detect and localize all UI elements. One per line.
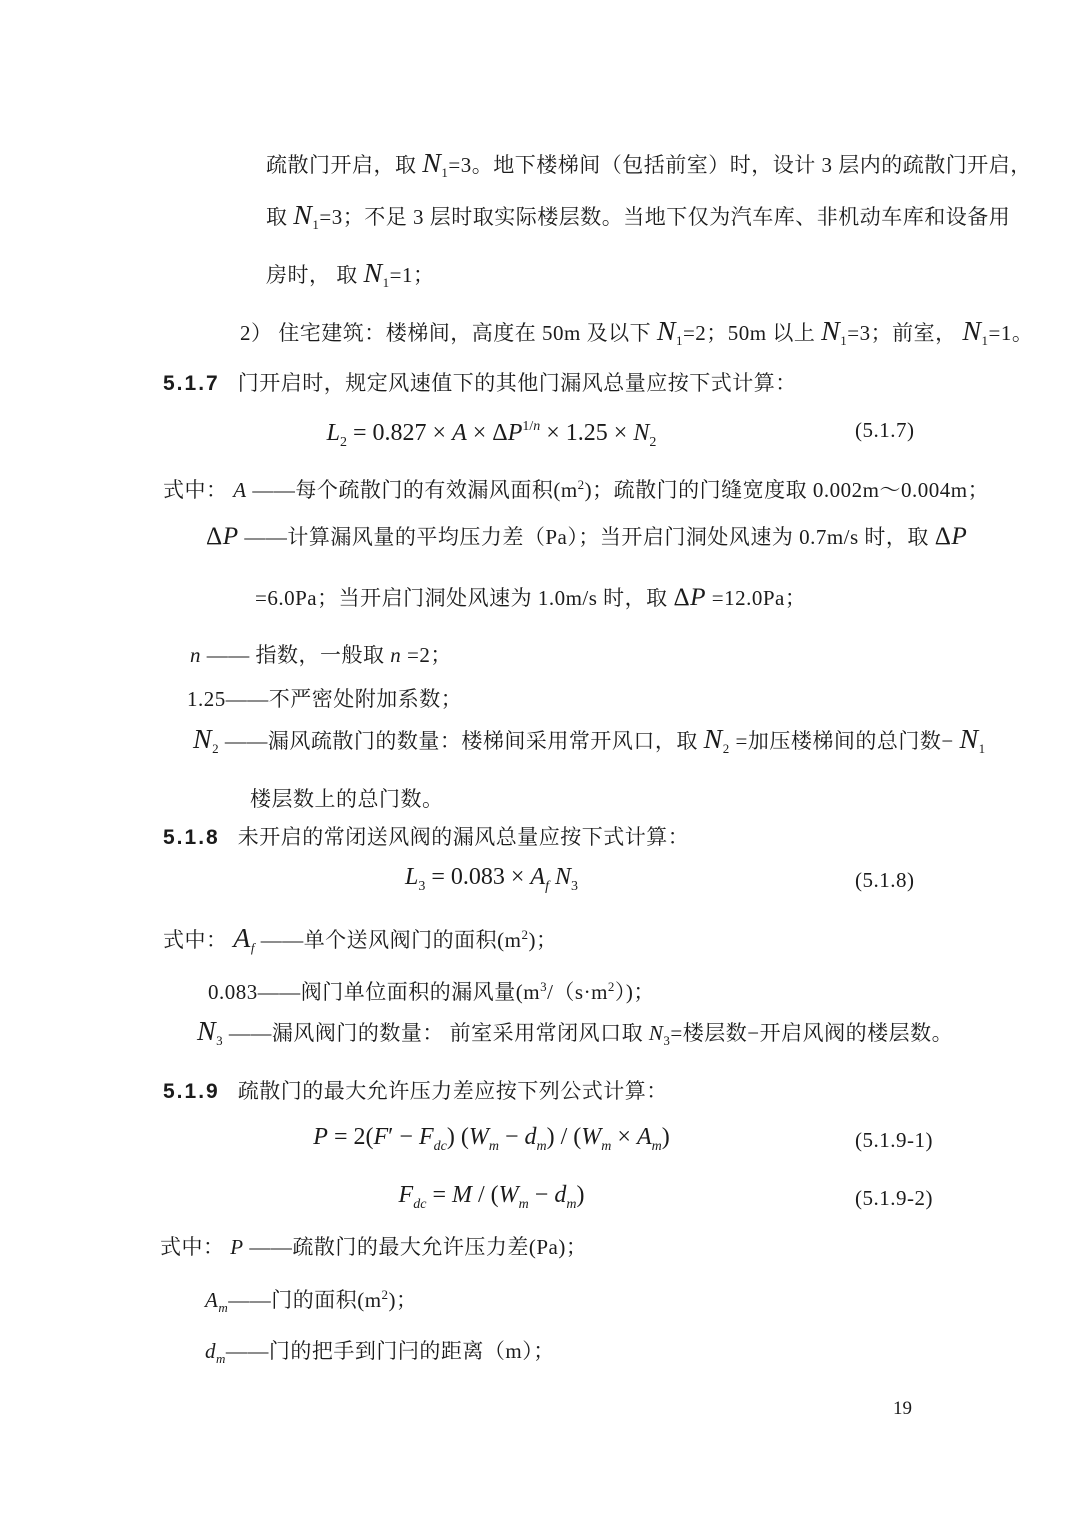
text-segment: n [390,643,402,667]
text-segment: 1.25——不严密处附加系数； [187,687,463,711]
text-segment: ——计算漏风量的平均压力差（Pa）；当开启门洞处风速为 0.7m/s 时，取 [238,525,935,549]
equation-number-5-1-8: (5.1.8) [855,868,915,892]
text-segment: A [205,1288,219,1312]
text-segment: 式中： [160,1235,231,1259]
text-segment: A [530,864,546,890]
text-segment: 疏散门开启，取 [266,153,423,177]
definition-line-1-25 [187,684,462,714]
text-segment: Δ [934,523,952,550]
text-segment: 1 [312,217,320,232]
text-segment: = 2( [327,1124,374,1150]
text-segment: ——单个送风阀门的面积(m [254,928,522,952]
para-5-1-6-continuation-line-3 [266,260,434,298]
text-segment: =1； [389,263,435,287]
para-5-1-6-continuation-line-1 [266,150,1032,188]
text-segment: 1 [978,741,986,756]
text-segment: N [648,1021,664,1045]
text-segment: )； [388,1288,418,1312]
text-segment: 取 [266,205,294,229]
section-title-5-1-8: 未开启的常闭送风阀的漏风总量应按下式计算： [237,825,690,849]
page-number: 19 [893,1398,912,1419]
text-segment: —— 指数，一般取 [201,643,391,667]
text-segment: − [498,1124,525,1150]
text-segment: )；疏散门的门缝宽度取 0.002m～0.004m； [584,478,990,502]
text-segment: 2 [649,435,657,450]
section-heading-5-1-8 [163,822,689,853]
text-segment: 房时， 取 [266,263,364,287]
text-segment: m [218,1300,229,1315]
text-segment: dc [413,1197,427,1212]
section-number-5-1-8: 5.1.8 [163,826,220,849]
text-segment: =2；50m 以上 [682,321,822,345]
text-segment: / ( [471,1182,499,1208]
text-segment: n [190,643,201,667]
definition-line-A [163,470,989,505]
text-segment: F [418,1124,434,1150]
section-title-5-1-7: 门开启时，规定风速值下的其他门漏风总量应按下式计算： [237,371,797,395]
text-segment: P [951,523,968,550]
text-segment: ——每个疏散门的有效漏风面积(m [246,478,578,502]
definition-line-n2-2 [250,784,444,814]
section-title-5-1-9: 疏散门的最大允许压力差应按下列公式计算： [237,1079,668,1103]
section-heading-5-1-7 [163,368,797,399]
text-segment: = [426,1182,452,1208]
formula-5-1-8-expression [404,864,578,894]
definition-line-af [163,920,558,963]
list-item-2-residential [240,318,1033,356]
text-segment: =3；不足 3 层时取实际楼层数。当地下仅为汽车库、非机动车库和设备用 [319,205,1011,229]
text-segment: 1/ [522,419,534,434]
definition-line-p [160,1232,587,1262]
formula-5-1-8 [163,860,915,904]
text-segment: M [451,1182,472,1208]
text-segment: N [959,724,979,755]
text-segment: × 1.25 × [540,420,634,446]
text-segment: 3 [571,879,578,894]
text-segment: ——门的把手到门闩的距离（m）； [225,1339,555,1363]
text-segment: 楼层数上的总门数。 [250,787,444,811]
text-segment: /（s·m [547,980,608,1004]
text-segment: N [197,1016,217,1047]
text-segment: m [488,1139,499,1154]
para-5-1-6-continuation-line-2 [266,202,1010,240]
text-segment: d [524,1124,537,1150]
text-segment: − [528,1182,555,1208]
text-segment: 式中： [163,928,234,952]
text-segment: 1 [382,275,390,290]
text-segment: 3 [540,979,548,994]
text-segment: × Δ [466,420,508,446]
text-segment: F [398,1182,414,1208]
text-segment: 3 [418,879,426,894]
text-segment: = 0.827 × [346,420,453,446]
definition-line-n [190,640,452,670]
text-segment: 2 [577,477,585,492]
text-segment: 1 [840,333,848,348]
text-segment: =6.0Pa；当开启门洞处风速为 1.0m/s 时，取 [255,586,674,610]
text-segment: P [313,1124,328,1150]
definition-line-dm [205,1336,555,1374]
text-segment: N [703,724,723,755]
text-segment: ) ( [446,1124,469,1150]
text-segment: N [193,724,213,755]
text-segment: 2 [339,435,347,450]
text-segment: ——漏风阀门的数量： 前室采用常闭风口取 [223,1021,649,1045]
section-number-5-1-9: 5.1.9 [163,1080,220,1103]
text-segment: =2； [401,643,452,667]
definition-line-am [205,1280,418,1323]
text-segment: A [636,1124,652,1150]
equation-number-5-1-9-2: (5.1.9-2) [855,1186,933,1210]
text-segment: ) [661,1124,670,1150]
text-segment: W [581,1124,602,1150]
formula-5-1-7 [163,410,915,460]
text-segment: =楼层数−开启风阀的楼层数。 [670,1021,954,1045]
equation-number-5-1-7: (5.1.7) [855,418,915,442]
text-segment: N [962,316,982,347]
text-segment: 0.083——阀门单位面积的漏风量(m [208,980,541,1004]
text-segment: P [230,1235,244,1259]
formula-5-1-9-2-expression [398,1182,585,1212]
text-segment: m [518,1197,529,1212]
text-segment: F [373,1124,389,1150]
text-segment: ——门的面积(m [228,1288,382,1312]
definition-line-delta-p-2 [255,583,806,613]
text-segment: =3。地下楼梯间（包括前室）时，设计 3 层内的疏散门开启， [448,153,1032,177]
text-segment: 2 [722,741,730,756]
text-segment: =1。 [988,321,1034,345]
text-segment: )； [528,928,558,952]
text-segment: dc [433,1139,447,1154]
text-segment: N [656,316,676,347]
text-segment: 式中： [163,478,234,502]
text-segment: N [821,316,841,347]
text-segment: =3；前室， [847,321,963,345]
text-segment: n [533,419,541,434]
formula-5-1-7-expression [326,419,657,450]
text-segment: N [422,148,442,179]
text-segment: A [233,923,251,954]
text-segment: m [601,1139,612,1154]
text-segment: 2 [607,979,615,994]
equation-number-5-1-9-1: (5.1.9-1) [855,1128,933,1152]
text-segment: W [498,1182,519,1208]
text-segment: = 0.083 × [425,864,531,890]
definition-line-n3 [197,1018,953,1056]
text-segment: 2 [521,927,529,942]
text-segment: ) [576,1182,585,1208]
text-segment: − [393,1124,419,1150]
text-segment: Δ [206,523,223,550]
section-heading-5-1-9 [163,1076,668,1107]
text-segment: ′ [388,1124,394,1150]
formula-5-1-9-2 [163,1178,933,1222]
text-segment: 2 [381,1287,389,1302]
text-segment: ——漏风疏散门的数量：楼梯间采用常开风口，取 [219,729,704,753]
text-segment: 1 [675,333,683,348]
definition-line-0-083 [208,972,655,1007]
text-segment: =12.0Pa； [706,586,807,610]
text-segment: P [507,420,523,446]
text-segment: ) / ( [546,1124,582,1150]
text-segment: N [554,864,571,890]
text-segment: ）)； [614,980,655,1004]
text-segment: A [233,478,247,502]
text-segment: m [566,1197,577,1212]
text-segment: 1 [981,333,989,348]
text-segment: 3 [216,1033,224,1048]
definition-line-delta-p-1 [206,522,967,552]
definition-line-n2-1 [193,726,986,764]
text-segment: m [651,1139,662,1154]
text-segment: ——疏散门的最大允许压力差(Pa)； [243,1235,588,1259]
text-segment: P [222,523,239,550]
text-segment: m [536,1139,547,1154]
text-segment: W [468,1124,489,1150]
text-segment: d [554,1182,567,1208]
text-segment: f [250,940,255,955]
text-segment: N [293,200,313,231]
text-segment: 2 [212,741,220,756]
text-segment: N [363,258,383,289]
text-segment: 1 [441,165,449,180]
text-segment: P [690,584,707,611]
text-segment: =加压楼梯间的总门数− [729,729,960,753]
text-segment: N [633,420,650,446]
section-number-5-1-7: 5.1.7 [163,372,220,395]
text-segment: A [452,420,467,446]
text-segment: Δ [673,584,691,611]
formula-5-1-9-1-expression [313,1124,670,1154]
text-segment: f [545,879,549,894]
formula-5-1-9-1 [163,1120,933,1164]
text-segment: × [611,1124,637,1150]
text-segment: L [404,864,419,890]
text-segment: L [326,420,340,446]
text-segment: 3 [663,1033,671,1048]
text-segment: m [216,1351,226,1366]
text-segment: d [205,1339,216,1363]
text-segment: 2） 住宅建筑：楼梯间，高度在 50m 及以下 [240,321,657,345]
